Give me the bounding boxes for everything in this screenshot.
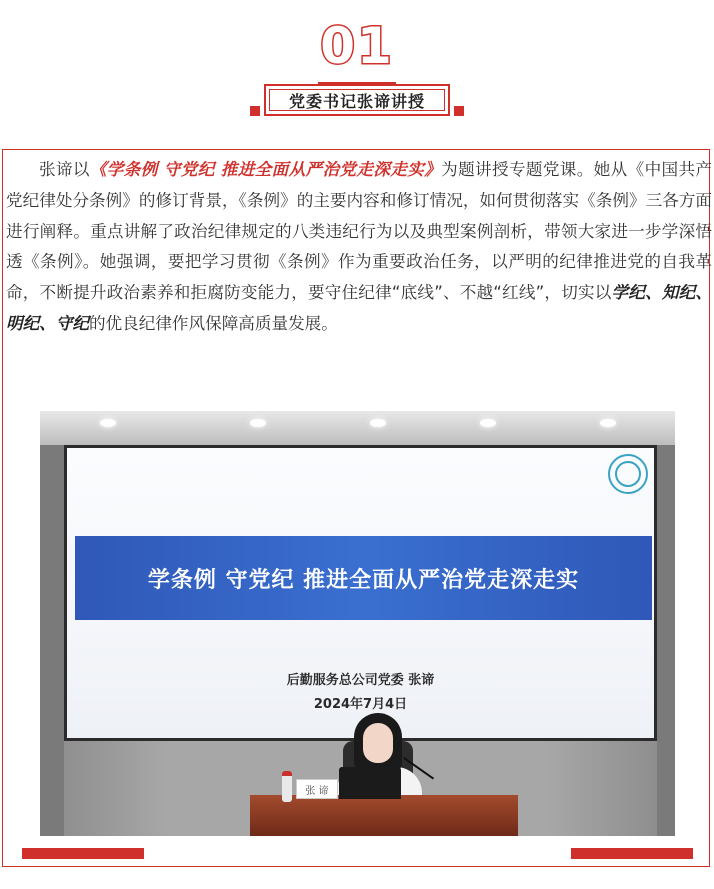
lecture-photo [40, 411, 675, 836]
screen-banner-text: 学条例 守党纪 推进全面从严治党走深走实 [147, 567, 580, 593]
title-decoration-right [454, 106, 464, 116]
title-decoration-left [250, 106, 260, 116]
organization-logo-icon [608, 454, 648, 494]
photo-right-post [657, 445, 675, 836]
ceiling-light [250, 419, 266, 427]
ceiling-light [600, 419, 616, 427]
laptop [339, 767, 401, 799]
bottom-bar-left [22, 848, 144, 859]
section-number: 01 [320, 17, 394, 75]
article-paragraph [6, 155, 712, 340]
section-title: 党委书记张谛讲授 [288, 91, 425, 111]
water-bottle [282, 771, 292, 802]
screen-date: 2024年7月4日 [313, 697, 408, 712]
article-body-1: 为题讲授专题党课。她从《中国共产党纪律处分条例》的修订背景，《条例》的主要内容和修订情况，如何贯彻落实《条例》三各方面进行阐释。重点讲解了政治纪律规定的八类违纪行为以及典型案例剖析，带领大家进一步学深悟透《条例》。她强调，要把学习贯彻《条例》作为重要政治任务，以严明的纪律推进党的自我革命，不断提升政治素养和拒腐防变能力，要守住纪律“底线”、不越“红线”，切实以 [6, 160, 713, 303]
article-intro: 张谛以 [39, 160, 90, 179]
ceiling-light [100, 419, 116, 427]
article-emphasis: 学纪、知纪、明纪、守纪 [6, 283, 713, 333]
speaker-face [363, 723, 393, 763]
photo-left-post [40, 445, 64, 836]
screen-banner [75, 536, 652, 620]
photo-ceiling [40, 411, 675, 445]
lecture-title: 《学条例 守党纪 推进全面从严治党走深走实》 [89, 160, 442, 179]
section-title-inner-frame [269, 89, 445, 111]
projection-screen [64, 445, 657, 741]
bottom-bar-right [571, 848, 693, 859]
ceiling-light [370, 419, 386, 427]
article-body-2: 的优良纪律作风保障高质量发展。 [88, 313, 338, 333]
ceiling-light [480, 419, 496, 427]
section-title-box [264, 84, 450, 116]
screen-organization: 后勤服务总公司党委 张谛 [286, 673, 435, 688]
logo-inner-ring [615, 461, 641, 487]
speaker-nameplate: 张 谛 [296, 779, 338, 799]
